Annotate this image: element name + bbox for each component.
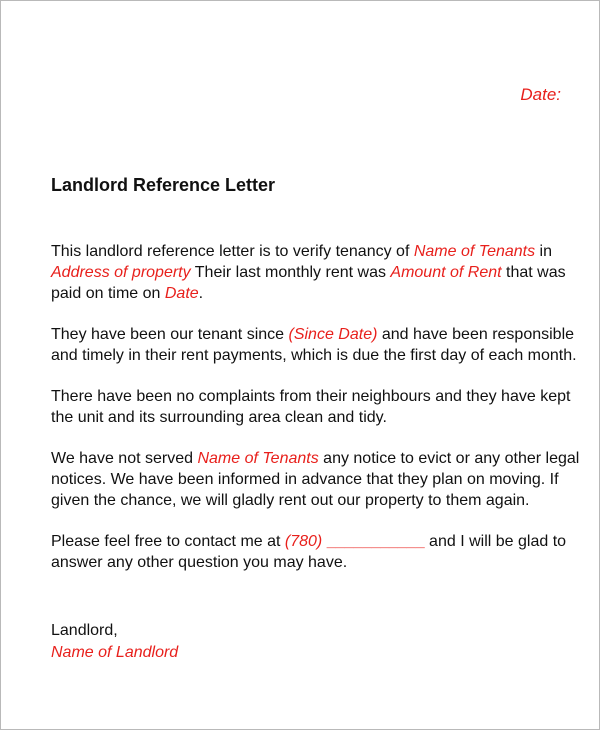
text: .: [198, 285, 204, 302]
text: any notice to evict or any other legal notices. We have been informed in advance that they plan on moving. If given the chance, we will gladly rent out our property to them again.: [51, 450, 580, 509]
signature-block: [51, 620, 178, 664]
paragraph-no-eviction: [51, 448, 581, 511]
paragraph-verify-tenancy: [51, 241, 581, 304]
phone-blank-line: ___________: [326, 533, 425, 550]
placeholder-phone: (780): [284, 533, 323, 550]
text: This landlord reference letter is to verify tenancy of: [51, 243, 414, 260]
placeholder-rent-amount: Amount of Rent: [390, 264, 502, 281]
placeholder-date: Date: [164, 285, 199, 302]
placeholder-tenant-name: Name of Tenants: [413, 243, 536, 260]
letter-title: Landlord Reference Letter: [51, 175, 276, 195]
text: Their last monthly rent was: [190, 264, 391, 281]
placeholder-landlord-name: Name of Landlord: [51, 644, 179, 661]
closing-text: Landlord,: [51, 622, 118, 639]
date-label: Date:: [520, 85, 561, 104]
text: They have been our tenant since: [51, 326, 289, 343]
text: and have been responsible and timely in their rent payments, which is due the first day of each month.: [51, 326, 577, 364]
text: in: [535, 243, 553, 260]
text: and I will be glad to answer any other question you may have.: [51, 533, 567, 571]
placeholder-tenant-name: Name of Tenants: [197, 450, 319, 467]
text: that was paid on time on: [51, 264, 566, 302]
placeholder-since-date: (Since Date): [288, 326, 378, 343]
placeholder-address: Address of property: [51, 264, 191, 281]
text: We have not served: [51, 450, 198, 467]
paragraph-tenant-since: [51, 324, 581, 366]
paragraph-no-complaints: There have been no complaints from their neighbours and they have kept the unit and its surrounding area clean and tidy.: [51, 388, 571, 426]
paragraph-contact: [51, 531, 581, 573]
letter-body: [51, 241, 581, 593]
text: Please feel free to contact me at: [51, 533, 285, 550]
